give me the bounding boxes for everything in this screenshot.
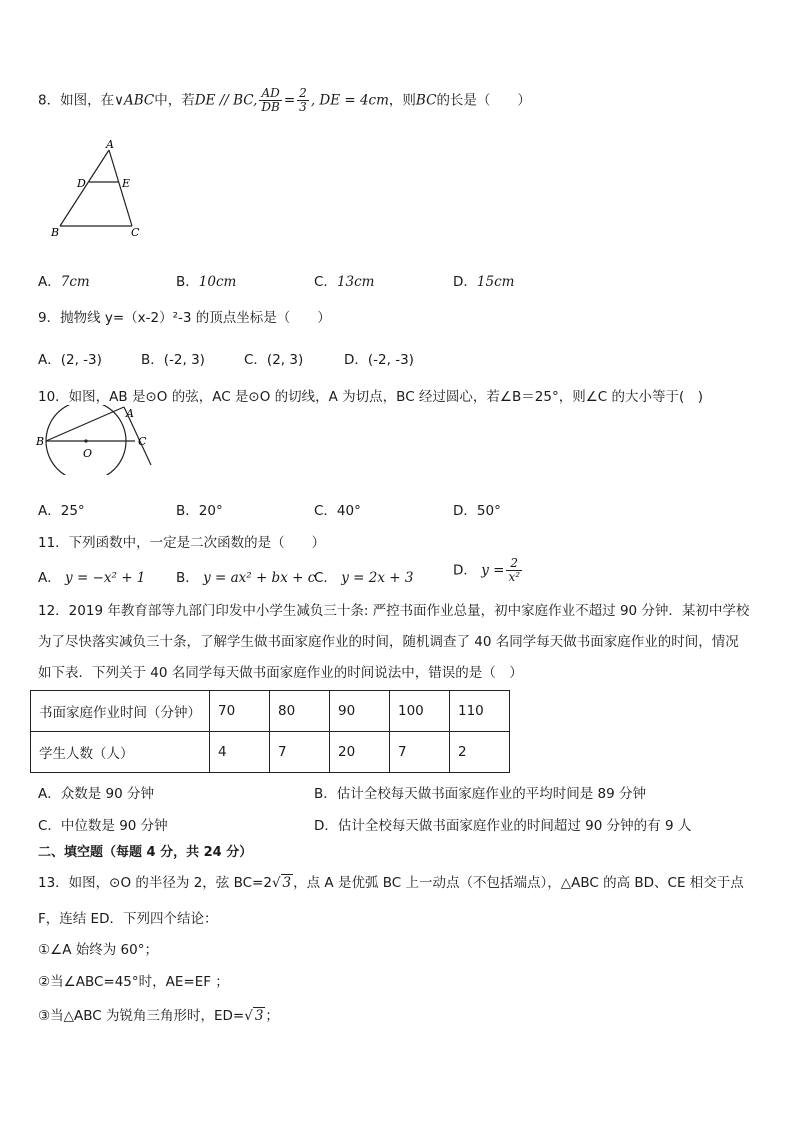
q11-option-a[interactable]: A． y = −x² + 1 (38, 570, 146, 586)
table-cell: 4 (210, 732, 270, 773)
q10-circle-figure (36, 405, 156, 475)
q11-option-b[interactable]: B． y = ax² + bx + c (176, 570, 316, 586)
table-cell: 70 (210, 691, 270, 732)
q12-line-2: 为了尽快落实减负三十条，了解学生做书面家庭作业的时间，随机调查了 40 名同学每天做书面家庭作业的时间，情况 (38, 634, 739, 650)
q13-conclusion-1: ①∠A 始终为 60°； (38, 942, 158, 958)
q11-option-c[interactable]: C． y = 2x + 3 (314, 570, 414, 586)
q8-stem: 8．如图，在∨ABC中，若DE // BC, $\frac{AD}{DB}$ = $\frac{2}{3}$ , DE = 4cm，则BC的长是（ ） (38, 86, 531, 114)
q13-conclusion-3: ③当△ABC 为锐角三角形时，ED=√ 3 ； (38, 1008, 279, 1024)
q9-option-d[interactable]: D．(-2, -3) (344, 352, 414, 368)
table-cell: 7 (270, 732, 330, 773)
table-cell: 7 (390, 732, 450, 773)
q8-fraction-2-3: $\frac{2}{3}$ (299, 86, 307, 114)
q12-option-d[interactable]: D．估计全校每天做书面家庭作业的时间超过 90 分钟的有 9 人 (314, 818, 692, 834)
q8-option-b[interactable]: B．10cm (176, 274, 237, 290)
table-cell: 90 (330, 691, 390, 732)
q11-stem: 11．下列函数中，一定是二次函数的是（ ） (38, 535, 326, 551)
label-o: O (83, 447, 93, 460)
table-row (31, 691, 510, 732)
q8-triangle-figure (46, 138, 156, 243)
label-e: E (122, 177, 131, 190)
q12-data-table (30, 690, 510, 773)
section-heading: 二、填空题（每题 4 分，共 24 分） (38, 845, 253, 860)
table-cell: 2 (450, 732, 510, 773)
table-cell: 100 (390, 691, 450, 732)
label-d: D (77, 177, 86, 190)
q13-line-2: F，连结 ED．下列四个结论： (38, 911, 218, 927)
q12-line-3: 如下表．下列关于 40 名同学每天做书面家庭作业的时间说法中，错误的是（ ） (38, 665, 523, 681)
q9-option-a[interactable]: A．(2, -3) (38, 352, 102, 368)
sqrt-3: √ 3 (244, 1008, 264, 1024)
label-c: C (131, 226, 140, 239)
q10-option-c[interactable]: C．40° (314, 503, 361, 519)
q8-fraction-ad-db: $\frac{AD}{DB}$ (261, 86, 280, 114)
q11-fraction: $\frac{2}{\text{x²}}$ (508, 556, 521, 584)
label-b: B (51, 226, 60, 239)
q12-line-1: 12．2019 年教育部等九部门印发中小学生减负三十条: 严控书面作业总量，初中家庭作业不超过 90 分钟．某初中学校 (38, 603, 750, 619)
q8-option-a[interactable]: A．7cm (38, 274, 90, 290)
table-cell: 110 (450, 691, 510, 732)
table-header-time: 书面家庭作业时间（分钟） (31, 691, 210, 732)
q10-option-d[interactable]: D．50° (453, 503, 501, 519)
q8-option-d[interactable]: D．15cm (453, 274, 515, 290)
q8-option-c[interactable]: C．13cm (314, 274, 375, 290)
q10-option-b[interactable]: B．20° (176, 503, 223, 519)
table-cell: 20 (330, 732, 390, 773)
q9-stem: 9．抛物线 y=（x-2）²-3 的顶点坐标是（ ） (38, 310, 331, 326)
q13-line-1: 13．如图，⊙O 的半径为 2，弦 BC=2√ 3 ，点 A 是优弧 BC 上一动点（不包括端点），△ABC 的高 BD、CE 相交于点 (38, 875, 744, 891)
q11-option-d[interactable]: D． y = $\frac{2}{\text{x²}}$ (453, 556, 521, 584)
label-c: C (138, 435, 147, 448)
label-a: A (106, 138, 114, 151)
table-cell: 80 (270, 691, 330, 732)
q12-option-b[interactable]: B．估计全校每天做书面家庭作业的平均时间是 89 分钟 (314, 786, 647, 802)
q9-option-b[interactable]: B．(-2, 3) (141, 352, 205, 368)
label-b: B (36, 435, 45, 448)
table-row (31, 732, 510, 773)
q13-conclusion-2: ②当∠ABC=45°时，AE=EF ； (38, 974, 229, 990)
label-a: A (126, 407, 134, 420)
q9-option-c[interactable]: C．(2, 3) (244, 352, 304, 368)
q10-option-a[interactable]: A．25° (38, 503, 85, 519)
sqrt-3: √ 3 (271, 875, 292, 891)
q12-option-a[interactable]: A．众数是 90 分钟 (38, 786, 154, 802)
q12-option-c[interactable]: C．中位数是 90 分钟 (38, 818, 168, 834)
table-header-count: 学生人数（人） (31, 732, 210, 773)
q10-stem: 10．如图，AB 是⊙O 的弦，AC 是⊙O 的切线，A 为切点，BC 经过圆心，若∠B＝25°，则∠C 的大小等于( ) (38, 389, 704, 405)
